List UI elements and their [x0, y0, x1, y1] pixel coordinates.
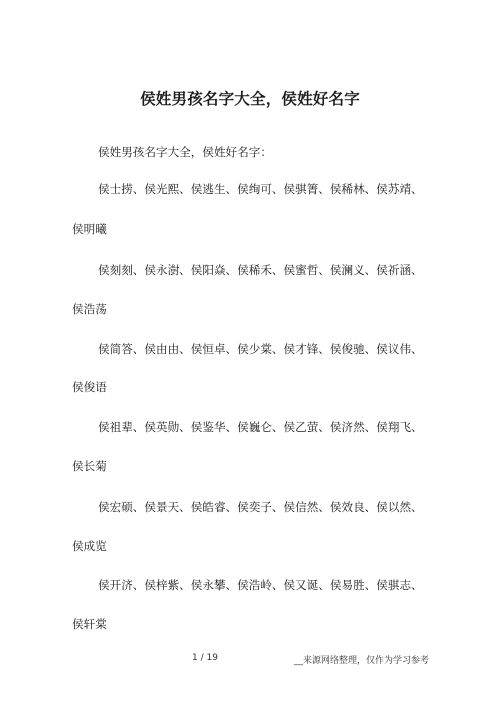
name-line: 侯刻刻、侯永澍、侯阳焱、侯稀禾、侯蜜哲、侯澜义、侯祈涵、 [98, 263, 423, 277]
name-line: 侯成览 [72, 539, 107, 553]
document-title: 侯姓男孩名字大全，侯姓好名字 [140, 90, 360, 108]
name-line: 侯宏硕、侯景天、侯皓睿、侯奕子、侯信然、侯效良、侯以然、 [98, 500, 423, 514]
name-line: 侯浩荡 [72, 302, 107, 316]
name-line: 侯俊语 [72, 380, 107, 394]
page-number: 1 / 19 [192, 653, 218, 663]
intro-paragraph: 侯姓男孩名字大全，侯姓好名字： [98, 145, 272, 159]
name-line: 侯祖辈、侯英勋、侯鉴华、侯巍仑、侯乙萤、侯济然、侯翔飞、 [98, 420, 423, 434]
name-line: 侯开济、侯梓紫、侯永攀、侯浩岭、侯又诞、侯易胜、侯骐志、 [98, 578, 423, 592]
footer-note: __来源网络整理，仅作为学习参考 [294, 656, 430, 666]
name-line: 侯士捞、侯光熙、侯逃生、侯绚可、侯骐箐、侯稀林、侯苏靖、 [98, 182, 423, 196]
name-line: 侯简答、侯由由、侯恒卓、侯少棠、侯才锋、侯俊驰、侯议伟、 [98, 342, 423, 356]
name-line: 侯长菊 [72, 459, 107, 473]
name-line: 侯明曦 [72, 222, 107, 236]
name-line: 侯轩棠 [72, 617, 107, 631]
